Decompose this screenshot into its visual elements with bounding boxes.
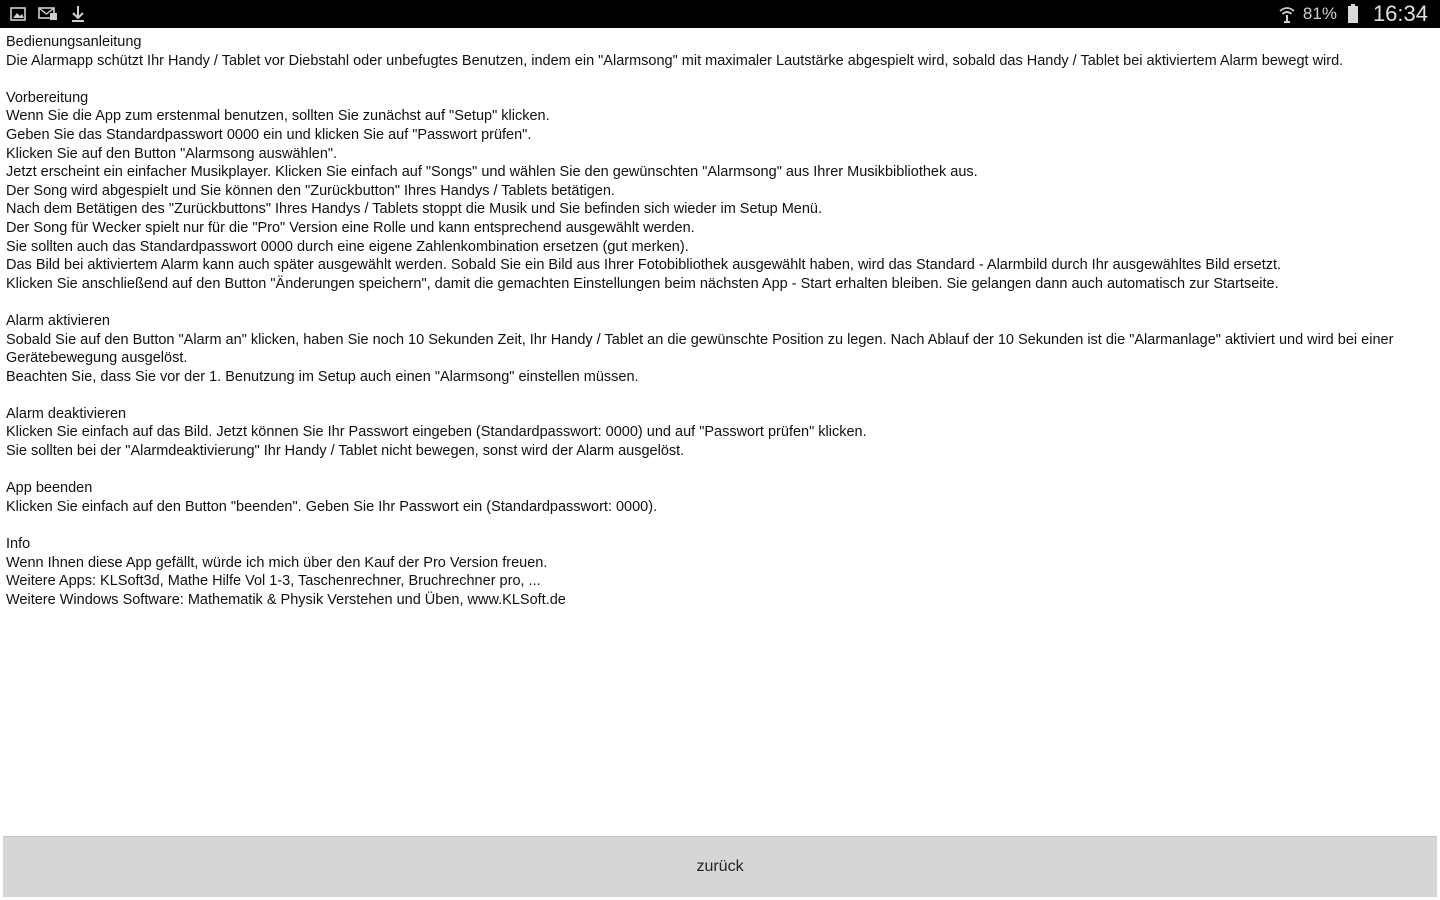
text-line: Jetzt erscheint ein einfacher Musikplayer. Klicken Sie einfach auf "Songs" und wählen Sie den gewünschten "Alarmsong" aus Ihrer Musikbibliothek aus. bbox=[6, 164, 978, 181]
text-line: Beachten Sie, dass Sie vor der 1. Benutzung im Setup auch einen "Alarmsong" einstellen müssen. bbox=[6, 368, 639, 385]
battery-icon bbox=[1343, 4, 1363, 24]
section-heading: Info bbox=[6, 536, 31, 553]
section-heading: Alarm deaktivieren bbox=[6, 405, 127, 422]
text-line: Klicken Sie einfach auf den Button "beenden". Geben Sie Ihr Passwort ein (Standardpasswort: 0000). bbox=[6, 498, 658, 515]
gallery-icon bbox=[8, 4, 28, 24]
battery-percent: 81% bbox=[1302, 4, 1337, 23]
download-icon bbox=[68, 4, 88, 24]
manual-title: Bedienungsanleitung bbox=[6, 34, 142, 50]
text-line: Der Song wird abgespielt und Sie können den "Zurückbutton" Ihres Handys / Tablets betätigen. bbox=[6, 182, 615, 199]
section-heading: Vorbereitung bbox=[6, 89, 89, 106]
text-line: Nach dem Betätigen des "Zurückbuttons" Ihres Handys / Tablets stoppt die Musik und Sie befinden sich wieder im Setup Menü. bbox=[6, 201, 823, 218]
text-line: Weitere Apps: KLSoft3d, Mathe Hilfe Vol 1-3, Taschenrechner, Bruchrechner pro, ... bbox=[6, 573, 541, 590]
section-heading: App beenden bbox=[6, 480, 93, 497]
clock: 16:34 bbox=[1372, 1, 1428, 26]
text-line: Weitere Windows Software: Mathematik & Physik Verstehen und Üben, www.KLSoft.de bbox=[6, 591, 566, 608]
text-line: Wenn Sie die App zum erstenmal benutzen, sollten Sie zunächst auf "Setup" klicken. bbox=[6, 108, 550, 125]
text-line: Geben Sie das Standardpasswort 0000 ein und klicken Sie auf "Passwort prüfen". bbox=[6, 126, 532, 143]
text-line: Wenn Ihnen diese App gefällt, würde ich mich über den Kauf der Pro Version freuen. bbox=[6, 554, 548, 571]
instructions-text bbox=[6, 33, 1431, 628]
text-line: Der Song für Wecker spielt nur für die "Pro" Version eine Rolle und kann entsprechend ausgewählt werden. bbox=[6, 219, 695, 236]
text-line: Sobald Sie auf den Button "Alarm an" klicken, haben Sie noch 10 Sekunden Zeit, Ihr Handy / Tablet an die gewünschte Position zu legen. Nach Ablauf der 10 Sekunden ist die "Alarmanlage" aktiviert und wird bei einer Gerätebewegung ausgelöst. bbox=[6, 331, 1394, 367]
text-line: Klicken Sie auf den Button "Alarmsong auswählen". bbox=[6, 145, 338, 162]
section-deactivate-alarm bbox=[6, 405, 1431, 461]
text-line: Das Bild bei aktiviertem Alarm kann auch später ausgewählt werden. Sobald Sie ein Bild aus Ihrer Fotobibliothek ausgewählt haben, wird das Standard - Alarmbild durch Ihr ausgewähltes Bild ersetzt. bbox=[6, 257, 1282, 274]
section-activate-alarm bbox=[6, 312, 1431, 386]
section-info bbox=[6, 535, 1431, 609]
section-quit-app bbox=[6, 479, 1431, 516]
status-bar-notifications bbox=[8, 4, 88, 24]
section-heading: Alarm aktivieren bbox=[6, 312, 110, 329]
manual-intro: Die Alarmapp schützt Ihr Handy / Tablet vor Diebstahl oder unbefugtes Benutzen, indem ein "Alarmsong" mit maximaler Lautstärke abgespielt wird, sobald das Handy / Tablet bei aktiviertem Alarm bewegt wird. bbox=[6, 52, 1344, 69]
status-bar-system bbox=[1277, 0, 1428, 28]
section-preparation bbox=[6, 89, 1431, 294]
text-line: Sie sollten bei der "Alarmdeaktivierung" Ihr Handy / Tablet nicht bewegen, sonst wird der Alarm ausgelöst. bbox=[6, 443, 685, 460]
intro-section bbox=[6, 33, 1431, 70]
status-bar bbox=[0, 0, 1440, 28]
back-button[interactable]: zurück bbox=[3, 836, 1437, 897]
wifi-signal-icon bbox=[1277, 4, 1297, 24]
text-line: Sie sollten auch das Standardpasswort 0000 durch eine eigene Zahlenkombination ersetzen (gut merken). bbox=[6, 238, 689, 255]
text-line: Klicken Sie anschließend auf den Button "Änderungen speichern", damit die gemachten Einstellungen beim nächsten App - Start erhalten bleiben. Sie gelangen dann auch automatisch zur Startseite. bbox=[6, 275, 1279, 292]
text-line: Klicken Sie einfach auf das Bild. Jetzt können Sie Ihr Passwort eingeben (Standardpasswort: 0000) und auf "Passwort prüfen" klicken. bbox=[6, 424, 867, 441]
message-icon bbox=[38, 4, 58, 24]
